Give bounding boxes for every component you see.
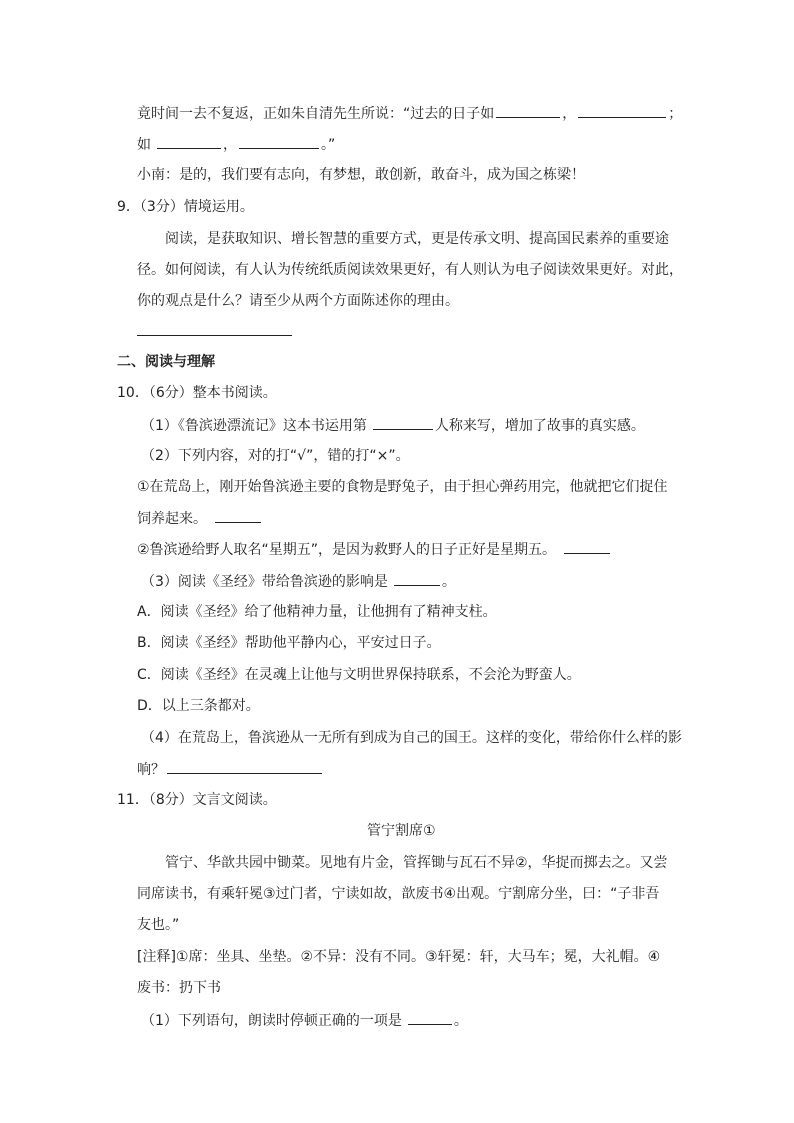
quote-line-2: 如 ， 。” <box>137 134 335 155</box>
answer-blank[interactable] <box>215 508 261 523</box>
annotation-line: 废书：扔下书 <box>137 980 221 996</box>
answer-blank[interactable] <box>564 539 610 554</box>
statement-2: ②鲁滨逊给野人取名“星期五”，是因为救野人的日子正好是星期五。 <box>137 539 612 560</box>
dialogue-line: 小南：是的，我们要有志向，有梦想，敢创新，敢奋斗，成为国之栋梁！ <box>137 167 585 183</box>
answer-line[interactable] <box>137 335 292 336</box>
sub-question-1: （1）《鲁滨逊漂流记》这本书运用第 人称来写，增加了故事的真实感。 <box>141 415 645 436</box>
answer-blank[interactable] <box>167 759 322 774</box>
statement-1: ①在荒岛上，刚开始鲁滨逊主要的食物是野兔子，由于担心弹药用完，他就把它们捉住 <box>137 479 668 495</box>
question-9-heading: 9．（3分）情境运用。 <box>117 199 254 215</box>
sub-question-1: （1）下列语句，朗读时停顿正确的一项是 。 <box>141 1010 468 1031</box>
section-title: 二、阅读与理解 <box>117 354 215 370</box>
quote-line-1: 竟时间一去不复返，正如朱自清先生所说：“过去的日子如 ， ； <box>137 103 682 124</box>
sub-question-2: （2）下列内容，对的打“√”，错的打“×”。 <box>141 448 410 464</box>
paragraph-line: 径。如何阅读，有人认为传统纸质阅读效果更好，有人则认为电子阅读效果更好。对此， <box>137 262 683 278</box>
passage-title: 管宁割席① <box>367 823 436 839</box>
answer-blank[interactable] <box>496 103 560 118</box>
sub-question-4: （4）在荒岛上，鲁滨逊从一无所有到成为自己的国王。这样的变化，带给你什么样的影 <box>141 730 682 746</box>
paragraph-line: 你的观点是什么？请至少从两个方面陈述你的理由。 <box>137 293 459 309</box>
annotation-line: [注释]①席：坐具、坐垫。②不异：没有不同。③轩冕：轩，大马车；冕，大礼帽。④ <box>137 949 661 965</box>
passage-line: 同席读书，有乘轩冕③过门者，宁读如故，歆废书④出观。宁割席分坐，曰：“子非吾 <box>137 886 660 902</box>
sub-question-4-cont: 响？ <box>137 759 324 780</box>
answer-blank[interactable] <box>157 134 221 149</box>
passage-line: 管宁、华歆共园中锄菜。见地有片金，管挥锄与瓦石不异②，华捉而掷去之。又尝 <box>165 855 668 871</box>
answer-blank[interactable] <box>239 134 319 149</box>
paragraph-line: 阅读，是获取知识、增长智慧的重要方式，更是传承文明、提高国民素养的重要途 <box>165 231 669 247</box>
passage-line: 友也。” <box>137 917 180 933</box>
option-b[interactable]: B．阅读《圣经》帮助他平静内心，平安过日子。 <box>137 635 441 651</box>
option-a[interactable]: A．阅读《圣经》给了他精神力量，让他拥有了精神支柱。 <box>137 604 497 620</box>
sub-question-3: （3）阅读《圣经》带给鲁滨逊的影响是 。 <box>141 571 456 592</box>
option-c[interactable]: C．阅读《圣经》在灵魂上让他与文明世界保持联系，不会沦为野蛮人。 <box>137 667 581 683</box>
option-d[interactable]: D．以上三条都对。 <box>137 698 260 714</box>
answer-blank[interactable] <box>373 415 433 430</box>
answer-blank[interactable] <box>394 571 440 586</box>
answer-blank[interactable] <box>578 103 666 118</box>
statement-1-cont: 饲养起来。 <box>137 508 263 529</box>
question-11-heading: 11．（8分）文言文阅读。 <box>117 792 277 808</box>
question-10-heading: 10．（6分）整本书阅读。 <box>117 385 277 401</box>
answer-blank[interactable] <box>408 1010 452 1025</box>
